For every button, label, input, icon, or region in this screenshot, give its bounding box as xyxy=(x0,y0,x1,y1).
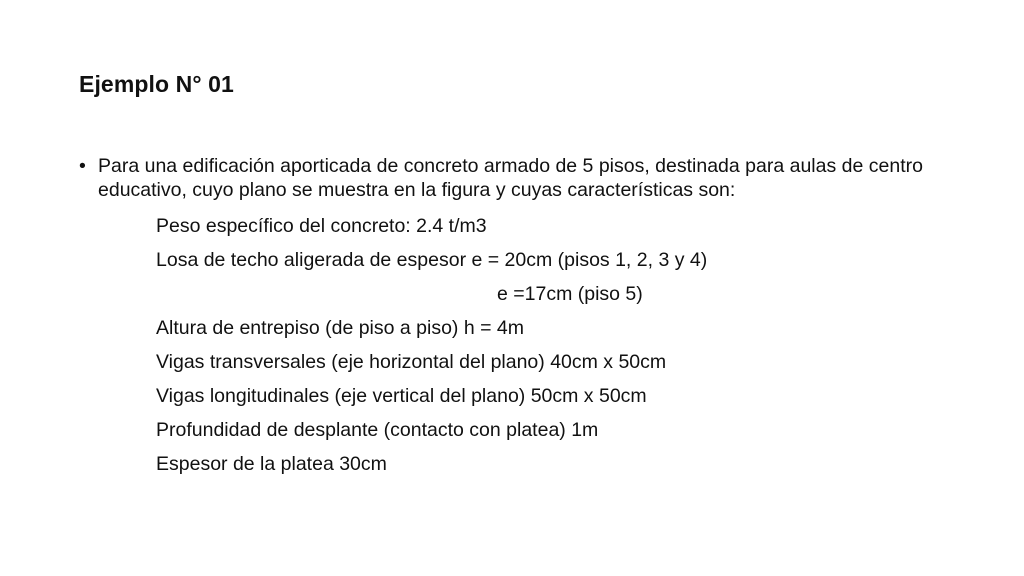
property-peso-especifico: Peso específico del concreto: 2.4 t/m3 xyxy=(156,215,487,237)
property-vigas-longitudinales: Vigas longitudinales (eje vertical del plano) 50cm x 50cm xyxy=(156,385,647,407)
property-altura-entrepiso: Altura de entrepiso (de piso a piso) h = 4m xyxy=(156,317,524,339)
property-losa-espesor: Losa de techo aligerada de espesor e = 20cm (pisos 1, 2, 3 y 4) xyxy=(156,249,708,271)
property-espesor-platea: Espesor de la platea 30cm xyxy=(156,453,387,475)
property-vigas-transversales: Vigas transversales (eje horizontal del plano) 40cm x 50cm xyxy=(156,351,667,373)
property-profundidad-desplante: Profundidad de desplante (contacto con platea) 1m xyxy=(156,419,599,441)
slide-title: Ejemplo N° 01 xyxy=(79,71,234,97)
intro-text: Para una edificación aporticada de concreto armado de 5 pisos, destinada para aulas de centro educativo, cuyo plano se muestra en la figura y cuyas características son: xyxy=(98,155,923,201)
bullet-dot: • xyxy=(79,155,86,177)
property-losa-piso-5: e =17cm (piso 5) xyxy=(497,283,643,305)
